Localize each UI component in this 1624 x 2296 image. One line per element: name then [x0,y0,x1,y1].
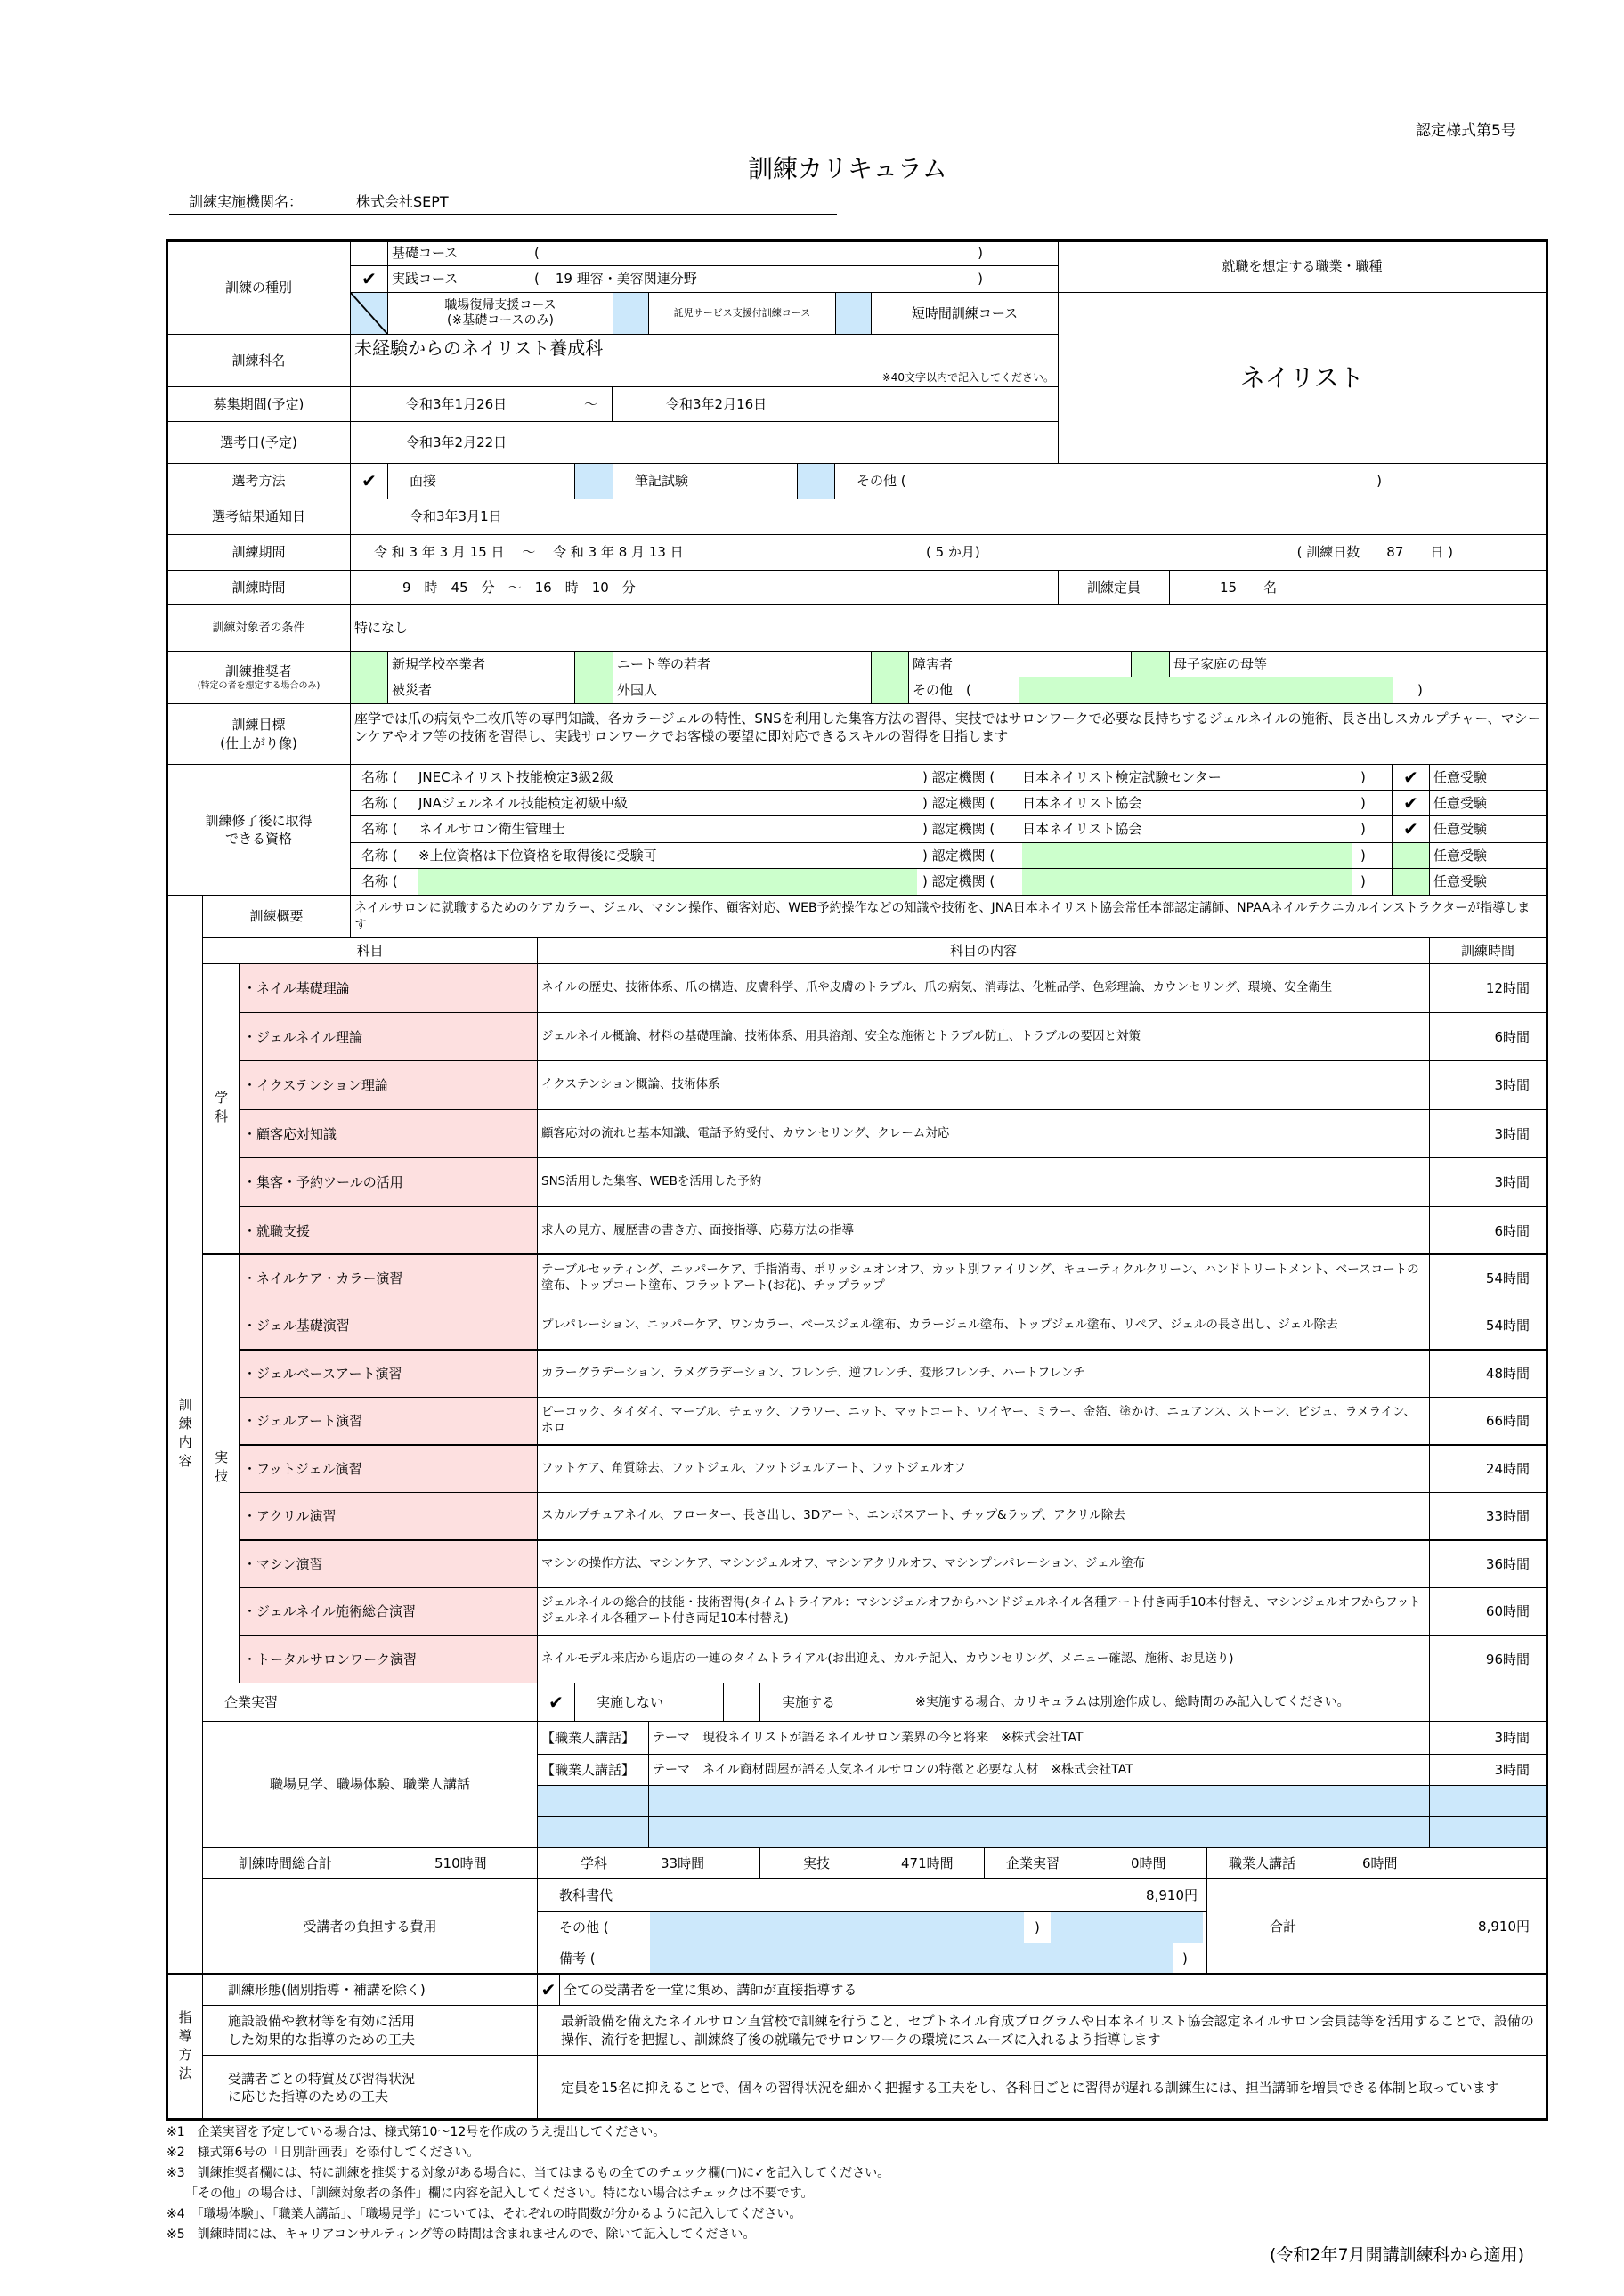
internship-hours[interactable] [1429,1683,1547,1722]
textbook-cost-cell [537,1878,1207,1912]
subject-content[interactable]: プレパレーション、ニッパーケア、ワンカラー、ベースジェル塗布、カラージェル塗布、トップジェル塗布、リペア、ジェルの長さ出し、ジェル除去 [537,1302,1430,1350]
total-internship-label: 企業実習 [1006,1854,1060,1871]
certifying-body[interactable]: 日本ネイリスト協会 [1022,821,1142,837]
training-months: ( 5 か月) [926,544,980,561]
tilde: ～ [583,395,597,412]
internship-yes-label: 実施する [782,1693,836,1710]
individual-value[interactable]: 定員を15名に抑えることで、個々の習得状況を細かく把握する工夫をし、各科目ごとに習得が遅れる訓練生には、担当講師を増員できる体制と取っています [537,2055,1547,2121]
paren: ) [978,245,983,262]
subject-content[interactable]: スカルプチュアネイル、フローター、長さ出し、3Dアート、エンボスアート、チップ&ラップ、アクリル除去 [537,1492,1430,1540]
training-period-label: 訓練期間 [166,534,351,571]
subject-name: ・イクステンション理論 [239,1060,538,1110]
subject-content[interactable]: マシンの操作方法、マシンケア、マシンジェルオフ、マシンアクリルオフ、マシンプレパレーション、ジェル塗布 [537,1540,1430,1588]
guidance-section-label: 指導方法 [166,1974,203,2121]
paren: ) [1182,1950,1188,1967]
course-name-note: ※40文字以内で記入してください。 [881,370,1054,384]
subject-content[interactable]: ピーコック、タイダイ、マーブル、チェック、フラワー、ニット、マットコート、ワイヤー、ミラー、金箔、塗かけ、ニュアンス、ストーン、ビジュ、ラメライン、ホロ [537,1397,1430,1445]
total-academic-label: 学科 [581,1854,608,1871]
subject-content[interactable]: 求人の見方、履歴書の書き方、面接指導、応募方法の指導 [537,1206,1430,1256]
section-divider [202,1253,1547,1255]
other-cost-input[interactable] [650,1912,1024,1943]
subject-name: ・ジェル基礎演習 [239,1302,538,1350]
total-lecture-label: 職業人講話 [1229,1854,1296,1871]
subject-hours[interactable]: 24時間 [1429,1445,1547,1493]
subject-name: ・ジェルネイル理論 [239,1012,538,1062]
certifying-body[interactable] [1022,869,1352,895]
subject-name: ・ネイル基礎理論 [239,963,538,1013]
recommend-checkbox-neet[interactable] [574,651,613,677]
qualification-row [350,764,1393,791]
goal-label: 訓練目標 (仕上がり像) [166,703,351,765]
other-method-field[interactable] [834,463,1547,499]
practical-course-checkbox[interactable]: ✔ [350,265,388,293]
subject-content[interactable]: 顧客応対の流れと基本知識、電話予約受付、カウンセリング、クレーム対応 [537,1109,1430,1159]
result-date-label: 選考結果通知日 [166,499,351,535]
org-prefix: ) 認定機関 ( [922,873,995,890]
lecture-hours[interactable]: 3時間 [1429,1721,1547,1755]
remarks-label: 備考 ( [559,1950,596,1967]
note: ※4 「職場体験」、「職業人講話」、「職場見学」については、それぞれの時間数が分かるように記入してください。 [166,2207,802,2221]
lecture-theme[interactable]: テーマ 現役ネイリストが語るネイルサロン業界の今と将来 ※株式会社TAT [648,1721,1430,1755]
recommend-label-new-graduates: 新規学校卒業者 [387,651,575,677]
internship-note: ※実施する場合、カリキュラムは別途作成し、総時間のみ記入してください。 [915,1694,1350,1709]
qualifications-label: 訓練修了後に取得 できる資格 [166,764,351,896]
practical-course-field[interactable]: 19 理容・美容関連分野 [555,271,697,288]
institution-underline [169,214,837,215]
form-checkbox[interactable]: ✔ [537,1974,560,2006]
recommend-checkbox-disabled[interactable] [871,651,909,677]
remarks-cell [537,1943,1207,1975]
course-name-cell[interactable] [350,334,1059,387]
total-lecture [1206,1847,1547,1879]
paren: ) [1360,847,1366,864]
occupation-label: 就職を想定する職業・職種 [1058,240,1547,293]
lecture-theme[interactable]: テーマ ネイル商材問屋が語る人気ネイルサロンの特徴と必要な人材 ※株式会社TAT [648,1754,1430,1786]
recruit-period-label: 募集期間(予定) [166,386,351,422]
total-hours-cell [202,1847,538,1879]
return-support-checkbox-disabled [350,292,388,335]
page-title: 訓練カリキュラム [748,154,947,183]
subject-hours[interactable]: 12時間 [1429,963,1547,1013]
note: 「その他」の場合は、「訓練対象者の条件」欄に内容を記入してください。特にない場合はチェックは不要です。 [166,2186,814,2201]
internship-yes-cell [759,1683,1430,1722]
paren: ) [1404,682,1423,699]
qualification-name[interactable]: JNECネイリスト技能検定3級2級 [418,769,614,785]
applicable-note: (令和2年7月開講訓練科から適用) [1269,2245,1524,2265]
other-method-checkbox[interactable] [797,463,835,499]
goal-value[interactable]: 座学では爪の病気や二枚爪等の専門知識、各カラージェルの特性、SNSを利用した集客方法の習得、実技ではサロンワークで必要な長持ちするジェルネイルの施術、長さ出しスカルプチャー、マシーンケアやオフ等の技術を習得し、実践サロンワークでお客様の要望に即対応できるスキルの習得を目指します [350,703,1547,765]
subject-name: ・ジェルネイル施術総合演習 [239,1587,538,1635]
header-content: 科目の内容 [537,937,1430,964]
qualification-row [350,815,1393,843]
subject-hours[interactable]: 36時間 [1429,1540,1547,1588]
curriculum-section-label: 訓練内容 [166,895,203,1975]
subject-content[interactable]: ネイルモデル来店から退店の一連のタイムトライアル(お出迎え、カルテ記入、カウンセリング、メニュー確認、施術、お見送り) [537,1635,1430,1683]
interview-label: 面接 [387,463,575,499]
subject-content[interactable]: ネイルの歴史、技術体系、爪の構造、皮膚科学、爪や皮膚のトラブル、爪の病気、消毒法、化粧品学、色彩理論、カウンセリング、環境、安全衛生 [537,963,1430,1013]
total-practical-label: 実技 [803,1854,831,1871]
cost-total-cell [1206,1878,1547,1975]
recommend-checkbox-disaster[interactable] [350,677,388,704]
costs-label: 受講者の負担する費用 [202,1878,538,1975]
optional-exam-label: 任意受験 [1429,815,1547,843]
lecture-type: 【職業人講話】 [537,1721,649,1755]
paren: ) [1360,821,1366,838]
facility-value[interactable]: 最新設備を備えたネイルサロン直営校で訓練を行うこと、セプトネイル育成プログラムや日本ネイリスト協会認定ネイルサロン会員誌等を活用することで、設備の操作、流行を把握し、訓練終了後の就職先でサロンワークの環境にスムーズに入れるよう指導します [537,2005,1547,2056]
subject-name: ・マシン演習 [239,1540,538,1588]
capacity-label: 訓練定員 [1058,570,1170,605]
optional-exam-checkbox[interactable] [1392,842,1430,869]
course-type-label: 訓練の種別 [166,240,351,335]
basic-course-row [387,240,1059,266]
qualification-row [350,790,1393,816]
optional-exam-label: 任意受験 [1429,790,1547,816]
subject-name: ・集客・予約ツールの活用 [239,1157,538,1207]
certifying-body[interactable] [1022,843,1352,868]
subject-content[interactable]: ジェルネイルの総合的技能・技術習得(タイムトライアル：マシンジェルオフからハンドジェルネイル各種アート付き両手10本付替え、マシンジェルオフからフットジェルネイル各種アート付き両足10本付替え) [537,1587,1430,1635]
paren: ) [1360,873,1366,890]
qualification-name[interactable]: ※上位資格は下位資格を取得後に受験可 [418,848,657,864]
recommend-label-neet: ニート等の若者 [613,651,872,677]
practical-label: 実技 [202,1254,240,1683]
other-cost-amount[interactable] [1051,1912,1203,1943]
header-subject: 科目 [202,937,538,964]
practical-course-row [387,265,1059,293]
recommend-other-row [908,677,1547,704]
subject-name: ・フットジェル演習 [239,1445,538,1493]
org-prefix: ) 認定機関 ( [922,794,995,811]
training-period-cell[interactable] [350,534,1547,571]
textbook-label: 教科書代 [559,1886,613,1903]
name-prefix: 名称 ( [361,873,398,890]
subject-hours[interactable]: 3時間 [1429,1157,1547,1207]
written-checkbox[interactable] [574,463,613,499]
note: ※3 訓練推奨者欄には、特に訓練を推奨する対象がある場合に、当てはまるもの全てのチェック欄(□)に✓を記入してください。 [166,2166,890,2180]
subject-content[interactable]: ジェルネイル概論、材料の基礎理論、技術体系、用具溶剤、安全な施術とトラブル防止、トラブルの要因と対策 [537,1012,1430,1062]
paren: ) [978,271,983,288]
total-academic-value: 33時間 [661,1854,705,1871]
lecture-hours-empty[interactable] [1429,1816,1547,1848]
capacity-value[interactable]: 15 名 [1169,570,1547,605]
other-cost-cell [537,1911,1207,1943]
recommended-label: 訓練推奨者 [224,663,292,680]
subject-name: ・ジェルベースアート演習 [239,1350,538,1398]
individual-label: 受講者ごとの特質及び習得状況 に応じた指導のための工夫 [202,2055,538,2121]
total-hours-label: 訓練時間総合計 [239,1854,333,1871]
recommend-other-input[interactable] [1019,677,1393,703]
textbook-value[interactable]: 8,910円 [1146,1886,1198,1903]
recruit-start[interactable] [350,386,613,422]
selection-date-label: 選考日(予定) [166,421,351,464]
other-cost-label: その他 ( [559,1919,609,1935]
certifying-body[interactable]: 日本ネイリスト協会 [1022,795,1142,811]
total-hours-value: 510時間 [434,1854,487,1871]
course-name-value: 未経験からのネイリスト養成科 [354,337,604,359]
note: ※1 企業実習を予定している場合は、様式第10～12号を作成のうえ提出してください。 [166,2125,666,2139]
subject-content[interactable]: フットケア、角質除去、フットジェル、フットジェルアート、フットジェルオフ [537,1445,1430,1493]
lecture-hours-empty[interactable] [1429,1785,1547,1817]
lecture-theme-empty[interactable] [648,1785,1430,1817]
recommend-label-other: その他 ( [913,682,971,699]
qualification-row [350,842,1393,869]
internship-label: 企業実習 [202,1683,538,1722]
facility-label: 施設設備や教材等を有効に活用 した効果的な指導のための工夫 [202,2005,538,2056]
selection-date-value[interactable]: 令和3年2月22日 [350,421,1059,464]
recommended-sublabel: (特定の者を想定する場合のみ) [197,681,321,692]
total-practical-value: 471時間 [901,1854,954,1871]
subject-name: ・ネイルケア・カラー演習 [239,1254,538,1302]
total-internship-value: 0時間 [1131,1854,1166,1871]
header-hours: 訓練時間 [1429,937,1547,964]
recommend-checkbox-other[interactable] [871,677,909,704]
internship-no-checkbox[interactable]: ✔ [537,1683,575,1722]
subject-name: ・トータルサロンワーク演習 [239,1635,538,1683]
subject-content[interactable]: イクステンション概論、技術体系 [537,1060,1430,1110]
form-number: 認定様式第5号 [1416,122,1516,140]
certifying-body[interactable]: 日本ネイリスト検定試験センター [1022,769,1222,785]
org-prefix: ) 認定機関 ( [922,768,995,785]
subject-content[interactable]: テーブルセッティング、ニッパーケア、手指消毒、ポリッシュオンオフ、カット別ファイリング、キューティクルクリーン、ハンドトリートメント、ベースコートの塗布、トップコート塗布、フラットアート(お花)、チップラップ [537,1254,1430,1302]
optional-exam-label: 任意受験 [1429,868,1547,896]
short-time-label: 短時間訓練コース [871,292,1059,335]
training-time-value[interactable]: 9 時 45 分 ～ 16 時 10 分 [350,570,1059,605]
internship-no-label: 実施しない [574,1683,724,1722]
subject-name: ・ジェルアート演習 [239,1397,538,1445]
subject-hours[interactable]: 66時間 [1429,1397,1547,1445]
subject-hours[interactable]: 54時間 [1429,1254,1547,1302]
lecture-theme-empty[interactable] [648,1816,1430,1848]
recommend-label-disabled: 障害者 [908,651,1132,677]
subject-name: ・顧客応対知識 [239,1109,538,1159]
subject-hours[interactable]: 3時間 [1429,1060,1547,1110]
qualification-name[interactable]: ネイルサロン衛生管理士 [418,821,565,837]
institution-name: 株式会社SEPT [356,193,449,210]
name-prefix: 名称 ( [361,794,398,811]
recommend-checkbox-foreigner[interactable] [574,677,613,704]
cost-total-value: 8,910円 [1478,1918,1530,1935]
recommend-label-foreigner: 外国人 [613,677,872,704]
note: ※5 訓練時間には、キャリアコンサルティング等の時間は含まれませんので、除いて記入してください。 [166,2227,756,2242]
recommended-label-cell [166,651,351,704]
subject-hours[interactable]: 6時間 [1429,1206,1547,1256]
written-label: 筆記試験 [613,463,798,499]
lecture-type-empty[interactable] [537,1785,649,1817]
training-time-label: 訓練時間 [166,570,351,605]
remarks-input[interactable] [650,1943,1173,1974]
institution-label: 訓練実施機関名： [189,193,304,210]
optional-exam-checkbox[interactable]: ✔ [1392,764,1430,791]
result-date-value[interactable]: 令和3年3月1日 [350,499,1547,535]
org-prefix: ) 認定機関 ( [922,847,995,864]
lecture-type-empty[interactable] [537,1816,649,1848]
paren: ) [1360,768,1366,785]
recommend-checkbox-new-graduates[interactable] [350,651,388,677]
selection-method-label: 選考方法 [166,463,351,499]
interview-checkbox[interactable]: ✔ [350,463,388,499]
total-academic [537,1847,760,1879]
paren: ) [1376,473,1382,490]
paren: ( [534,271,540,288]
subject-hours[interactable]: 54時間 [1429,1302,1547,1350]
paren: ) [1360,794,1366,811]
total-internship [984,1847,1207,1879]
subject-hours[interactable]: 60時間 [1429,1587,1547,1635]
subject-hours[interactable]: 6時間 [1429,1012,1547,1062]
basic-course-checkbox[interactable] [350,240,388,266]
lectures-label: 職場見学、職場体験、職業人講話 [202,1721,538,1848]
practical-course-label: 実践コース [392,271,459,288]
qualification-row [350,868,1393,896]
recruit-start-value: 令和3年1月26日 [406,395,508,412]
total-practical [759,1847,985,1879]
name-prefix: 名称 ( [361,821,398,838]
academic-label: 学科 [202,963,240,1255]
optional-exam-checkbox[interactable]: ✔ [1392,790,1430,816]
qualification-name[interactable] [418,869,917,895]
overview-value[interactable]: ネイルサロンに就職するためのケアカラー、ジェル、マシン操作、顧客対応、WEB予約操作などの知識や技術を、JNA日本ネイリスト協会常任本部認定講師、NPAAネイルテクニカルインストラクターが指導します [350,895,1547,938]
total-lecture-value: 6時間 [1362,1854,1398,1871]
lecture-hours[interactable]: 3時間 [1429,1754,1547,1786]
form-label: 訓練形態(個別指導・補講を除く) [202,1974,538,2006]
return-support-label: 職場復帰支援コース (※基礎コースのみ) [387,292,613,335]
optional-exam-checkbox[interactable] [1392,868,1430,896]
qualification-name[interactable]: JNAジェルネイル技能検定初級中級 [418,795,628,811]
subject-name: ・就職支援 [239,1206,538,1256]
overview-label: 訓練概要 [202,895,351,938]
subject-content[interactable]: カラーグラデーション、ラメグラデーション、フレンチ、逆フレンチ、変形フレンチ、ハートフレンチ [537,1350,1430,1398]
name-prefix: 名称 ( [361,847,398,864]
optional-exam-checkbox[interactable]: ✔ [1392,815,1430,843]
recruit-end[interactable]: 令和3年2月16日 [612,386,1059,422]
target-condition-value[interactable]: 特になし [350,604,1547,652]
org-prefix: ) 認定機関 ( [922,821,995,838]
subject-name: ・アクリル演習 [239,1492,538,1540]
internship-yes-checkbox[interactable] [723,1683,760,1722]
name-prefix: 名称 ( [361,768,398,785]
subject-hours[interactable]: 3時間 [1429,1109,1547,1159]
paren: ) [1035,1919,1040,1935]
subject-hours[interactable]: 96時間 [1429,1635,1547,1683]
training-days: ( 訓練日数 87 日 ) [1296,544,1453,561]
paren: ( [534,245,540,262]
recommend-label-single-mother: 母子家庭の母等 [1169,651,1547,677]
lecture-type: 【職業人講話】 [537,1754,649,1786]
other-method-label: その他 ( [857,473,906,490]
occupation-value[interactable]: ネイリスト [1058,292,1547,464]
subject-hours[interactable]: 33時間 [1429,1492,1547,1540]
short-time-checkbox[interactable] [835,292,872,335]
recommend-label-disaster: 被災者 [387,677,575,704]
form-value[interactable]: 全ての受講者を一堂に集め、講師が直接指導する [559,1974,1547,2006]
training-period-value: 令 和 3 年 3 月 15 日 ～ 令 和 3 年 8 月 13 日 [374,544,684,561]
note: ※2 様式第6号の「日別計画表」を添付してください。 [166,2146,480,2160]
childcare-checkbox[interactable] [613,292,649,335]
optional-exam-label: 任意受験 [1429,764,1547,791]
basic-course-label: 基礎コース [392,245,459,262]
target-condition-label: 訓練対象者の条件 [166,604,351,652]
optional-exam-label: 任意受験 [1429,842,1547,869]
recommend-checkbox-single-mother[interactable] [1131,651,1170,677]
cost-total-label: 合計 [1270,1918,1297,1935]
subject-hours[interactable]: 48時間 [1429,1350,1547,1398]
childcare-label: 託児サービス支援付訓練コース [648,292,836,335]
subject-content[interactable]: SNS活用した集客、WEBを活用した予約 [537,1157,1430,1207]
course-name-label: 訓練科名 [166,334,351,387]
